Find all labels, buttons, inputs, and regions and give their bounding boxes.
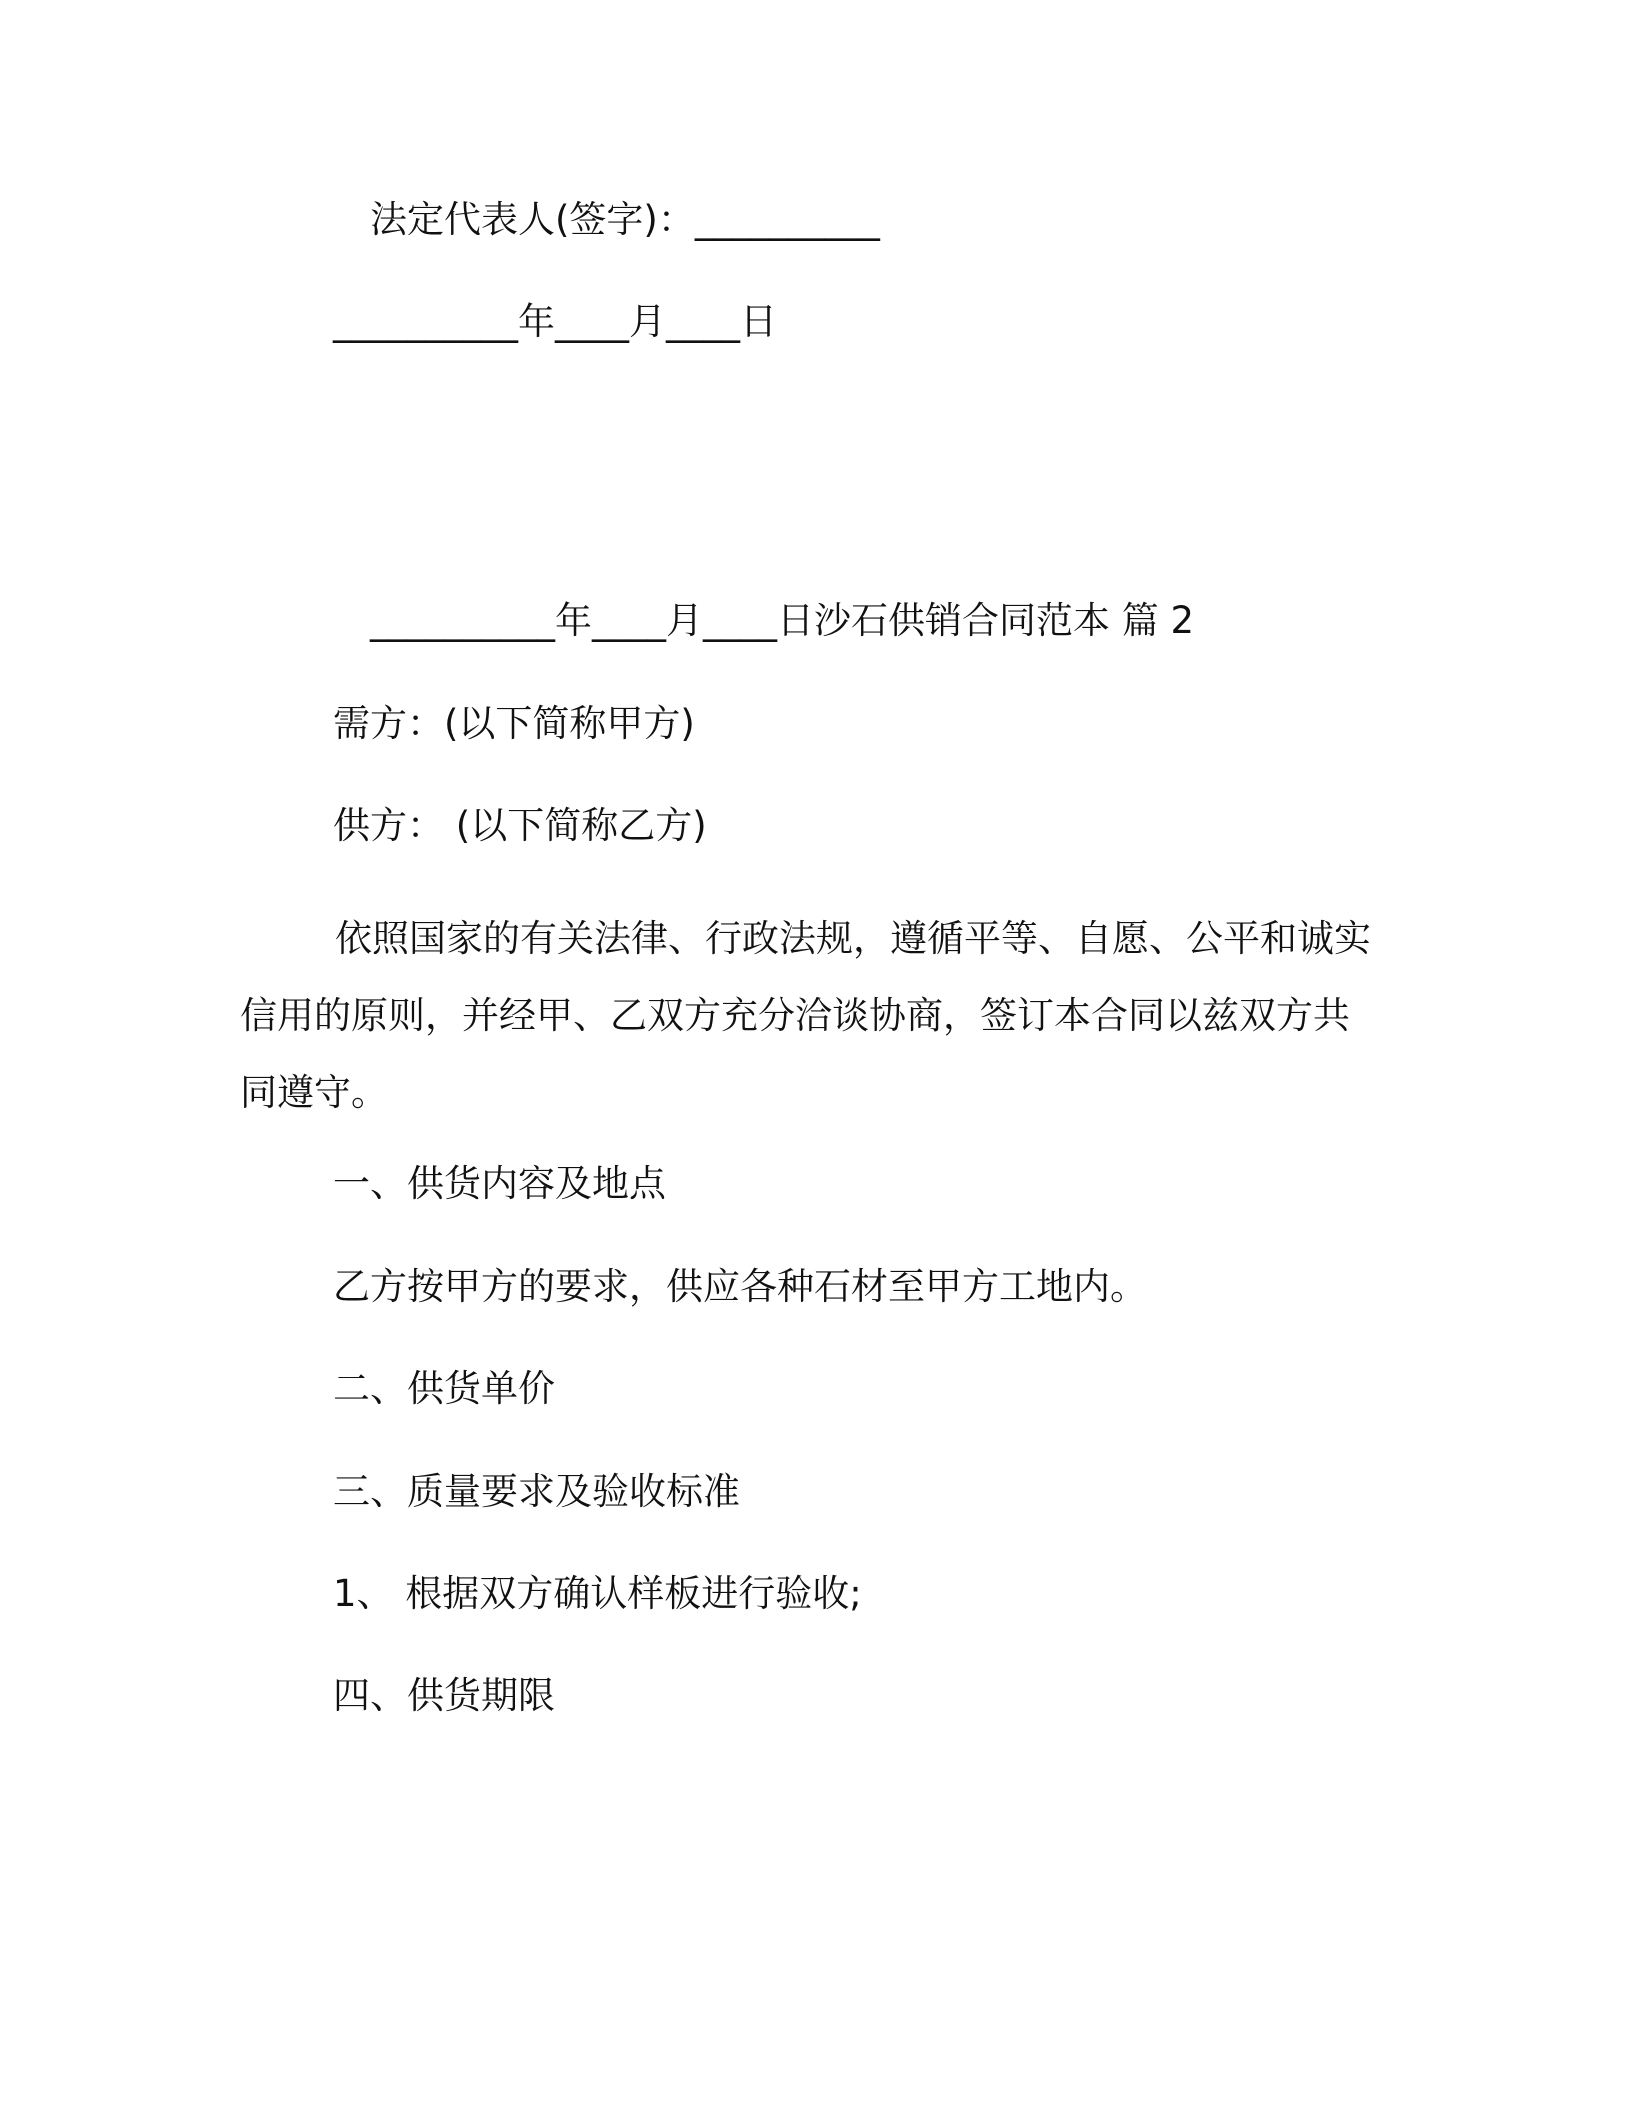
legal-representative-signature-line: 法定代表人(签字)：__________ — [370, 198, 880, 241]
preamble-text: 依照国家的有关法律、行政法规，遵循平等、自愿、公平和诚实信用的原则，并经甲、乙双方充分洽谈协商，签订本合同以兹双方共同遵守。 — [240, 917, 1371, 1114]
preamble-paragraph — [240, 900, 1380, 1131]
section-2-heading: 二、供货单价 — [333, 1367, 555, 1410]
section-3-heading: 三、质量要求及验收标准 — [333, 1470, 740, 1513]
section-1-heading: 一、供货内容及地点 — [333, 1162, 666, 1205]
signature-date-line: __________年____月____日 — [333, 300, 777, 343]
buyer-party-line: 需方：(以下简称甲方) — [333, 702, 695, 745]
contract-heading: __________年____月____日沙石供销合同范本 篇 2 — [370, 599, 1195, 642]
section-1-body: 乙方按甲方的要求，供应各种石材至甲方工地内。 — [333, 1265, 1147, 1308]
supplier-party-line: 供方： (以下简称乙方) — [333, 804, 707, 847]
section-3-item-1: 1、 根据双方确认样板进行验收; — [333, 1572, 862, 1615]
section-4-heading: 四、供货期限 — [333, 1674, 555, 1717]
